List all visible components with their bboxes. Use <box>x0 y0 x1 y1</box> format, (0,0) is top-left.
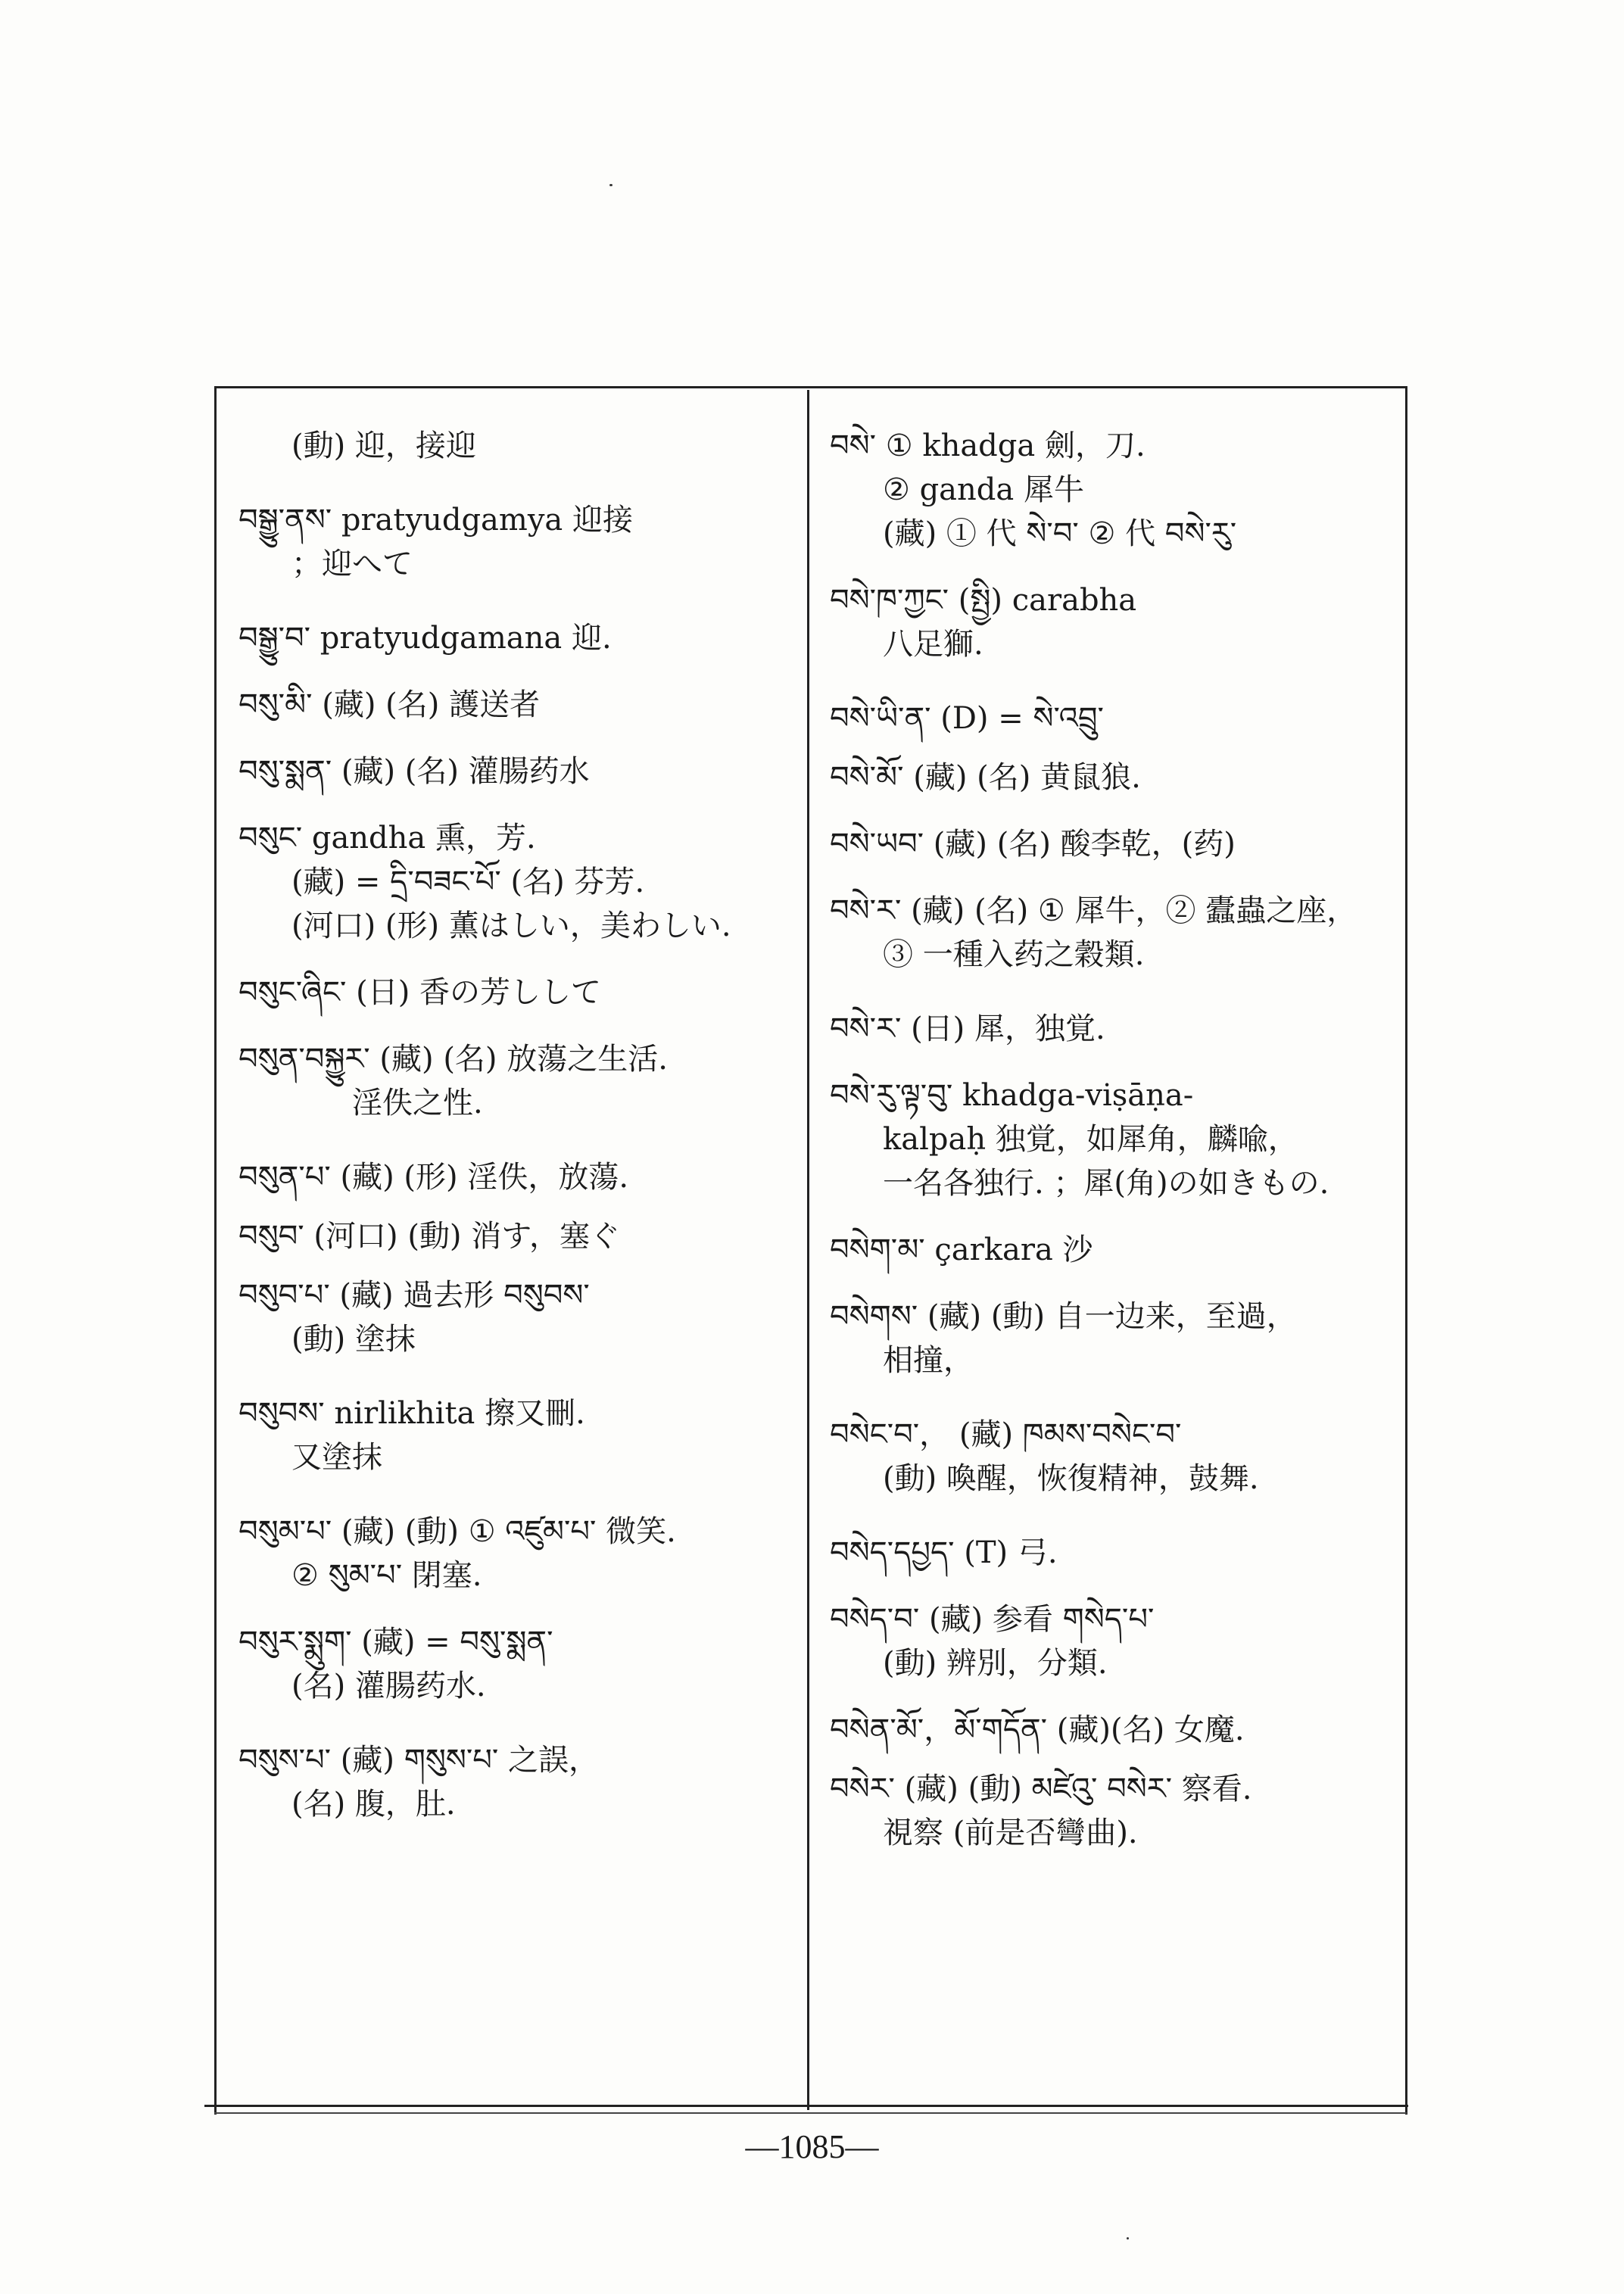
entry-headline: བསུན་བསྐྱུར་ (藏) (名) 放蕩之生活. <box>238 1042 668 1077</box>
dictionary-entry <box>238 1214 795 1258</box>
entry-headline: བསུ་མི་ (藏) (名) 護送者 <box>238 687 541 722</box>
entry-continuation: (動) 喚醒，恢復精神，鼓舞. <box>883 1461 1259 1496</box>
entry-headline: བསྒྱུ་ནས་ pratyudgamya 迎接 <box>238 503 633 538</box>
entry-continuation: (動) 塗抹 <box>291 1322 416 1357</box>
entry-headline: བསེགས་ (藏) (動) 自一边来，至過， <box>830 1299 1297 1334</box>
entry-headline: བསྒྱུ་བ་ pratyudgamana 迎. <box>238 621 612 656</box>
dictionary-entry <box>238 616 795 660</box>
entry-continuation: ② ganda 犀牛 <box>883 472 1084 507</box>
page-number: —1085— <box>745 2128 879 2165</box>
entry-continuation: 淫佚之性. <box>352 1086 483 1121</box>
entry-continuation: kalpaḥ 独覚，如犀角，麟喩， <box>883 1122 1298 1157</box>
dictionary-entry <box>830 1531 1390 1575</box>
dictionary-entry <box>238 424 795 468</box>
dictionary-entry <box>830 889 1390 977</box>
entry-continuation: ② སུམ་པ་ 閉塞. <box>291 1558 482 1593</box>
entry-headline: བསུབ་པ་ (藏) 過去形 བསུབས་ <box>238 1278 590 1313</box>
entry-continuation: 一名各独行. ；犀(角)の如きもの. <box>883 1166 1329 1201</box>
entry-continuation: (動) 迎，接迎 <box>291 429 476 463</box>
entry-continuation: ③ 一種入药之穀類. <box>883 937 1145 972</box>
dictionary-entry <box>830 1007 1390 1051</box>
dictionary-entry <box>238 1510 795 1597</box>
entry-headline: བསེ་མོ་ (藏) (名) 黄鼠狼. <box>830 760 1141 795</box>
entry-headline: བསུར་སྨུག་ (藏) = བསུ་སྨན་ <box>238 1625 553 1660</box>
dictionary-entry <box>830 1413 1390 1501</box>
dictionary-entry <box>238 816 795 948</box>
entry-continuation: 八足獅. <box>883 627 983 662</box>
entry-continuation: 視察 (前是否彎曲). <box>883 1816 1138 1850</box>
entry-headline: བསུན་པ་ (藏) (形) 淫佚，放蕩. <box>238 1160 629 1195</box>
dictionary-entry <box>238 1738 795 1826</box>
entry-continuation: (藏) = དྲི་བཟང་པོ་ (名) 芬芳. <box>291 865 645 899</box>
entry-continuation: (藏) ① 代 སེ་བ་ ② 代 བསེ་རུ་ <box>883 516 1237 551</box>
left-column <box>238 424 795 1826</box>
entry-headline: བསུང་ཞིང་ (日) 香の芳しして <box>238 975 602 1010</box>
entry-continuation: 相撞， <box>883 1343 974 1378</box>
dictionary-entry <box>830 1767 1390 1855</box>
column-divider <box>807 390 809 2110</box>
dictionary-entry <box>830 1228 1390 1272</box>
entry-headline: བསེན་མོ་，མོ་གདོན་ (藏)(名) 女魔. <box>830 1713 1245 1747</box>
entry-headline: བསེང་བ་， (藏) ཁམས་བསེང་བ་ <box>830 1417 1182 1452</box>
entry-headline: བསེད་དཔྱད་ (T) 弓. <box>830 1535 1058 1570</box>
entry-headline: བསུས་པ་ (藏) གསུས་པ་ 之誤， <box>238 1743 600 1778</box>
entry-headline: བསེ་ཡི་ན་ (D) = སེ་འབྲུ་ <box>830 701 1104 736</box>
entry-headline: བསུམ་པ་ (藏) (動) ① འཛུམ་པ་ 微笑. <box>238 1514 676 1549</box>
entry-headline: བསེར་ (藏) (動) མཛེའུ་ བསེར་ 察看. <box>830 1772 1252 1806</box>
dictionary-entry <box>238 1273 795 1361</box>
frame-bottom-rule-inner <box>214 2112 1407 2114</box>
entry-continuation: (名) 灌腸药水. <box>291 1669 486 1703</box>
entry-continuation: (名) 腹，肚. <box>291 1787 456 1822</box>
entry-headline: བསུབ་ (河口) (動) 消す，塞ぐ <box>238 1219 621 1254</box>
dictionary-entry <box>238 1620 795 1708</box>
dictionary-entry <box>238 750 795 793</box>
scan-speck <box>609 184 613 186</box>
entry-headline: བསེ་ར་ (日) 犀，独覚. <box>830 1011 1105 1046</box>
dictionary-entry <box>830 697 1390 740</box>
frame-bottom-rule <box>204 2105 1408 2107</box>
dictionary-entry <box>830 822 1390 866</box>
entry-continuation: 又塗抹 <box>291 1440 382 1475</box>
entry-headline: བསུབས་ nirlikhita 擦又刪. <box>238 1396 585 1431</box>
dictionary-entry <box>238 1037 795 1125</box>
dictionary-entry <box>830 1295 1390 1382</box>
dictionary-entry <box>238 1155 795 1199</box>
dictionary-entry <box>830 1597 1390 1685</box>
dictionary-entry <box>238 683 795 727</box>
dictionary-entry <box>238 971 795 1015</box>
entry-headline: བསེ་ཡབ་ (藏) (名) 酸李乾，(药) <box>830 827 1236 862</box>
dictionary-entry <box>830 756 1390 799</box>
entry-continuation: (動) 辨別，分類. <box>883 1646 1108 1681</box>
dictionary-entry <box>830 1074 1390 1205</box>
entry-headline: བསེག་མ་ çarkara 沙 <box>830 1233 1093 1267</box>
dictionary-entry <box>830 1708 1390 1752</box>
entry-continuation: ；迎へて <box>291 547 413 581</box>
dictionary-entry <box>830 424 1390 556</box>
dictionary-entry <box>830 578 1390 666</box>
scan-speck <box>1127 2237 1129 2239</box>
entry-headline: བསེ་ ① khadga 劍，刀. <box>830 429 1146 463</box>
entry-headline: བསུ་སྨན་ (藏) (名) 灌腸药水 <box>238 754 590 789</box>
entry-headline: བསེ་རུ་ལྟ་བུ་ khadga-viṣāṇa- <box>830 1078 1194 1113</box>
entry-headline: བསུང་ gandha 熏，芳. <box>238 821 536 856</box>
entry-headline: བསེ་ར་ (藏) (名) ① 犀牛，② 蠹蟲之座， <box>830 893 1357 928</box>
entry-headline: བསེད་བ་ (藏) 参看 གསེད་པ་ <box>830 1602 1155 1637</box>
entry-headline: བསེ་ཁ་ཀྱང་ (སྤྱི) carabha <box>830 583 1137 618</box>
dictionary-entry <box>238 1392 795 1479</box>
right-column <box>830 424 1390 1855</box>
dictionary-entry <box>238 498 795 586</box>
entry-continuation: (河口) (形) 薫はしい，美わしい. <box>291 909 731 943</box>
